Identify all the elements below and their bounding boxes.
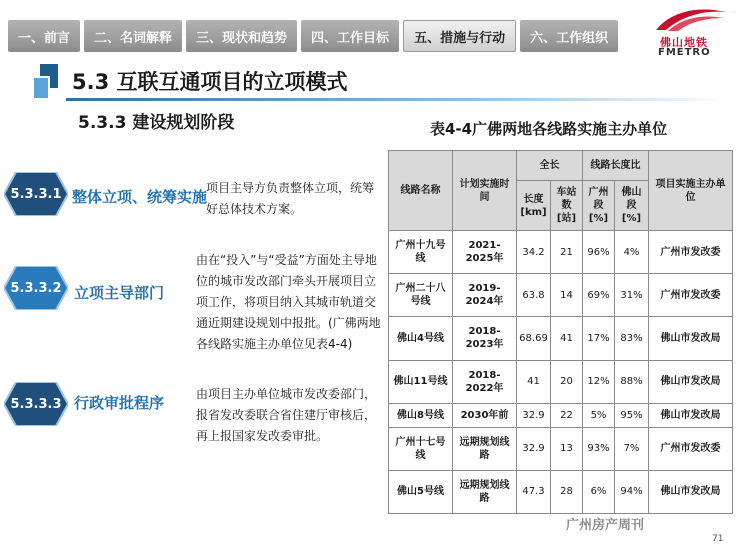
cell-guangzhou-share: 12% bbox=[583, 360, 615, 403]
cell-sponsor-unit: 佛山市发改局 bbox=[649, 317, 733, 360]
tab-goals[interactable]: 四、工作目标 bbox=[301, 20, 399, 52]
cell-period: 远期规划线路 bbox=[453, 470, 517, 513]
step-label-3: 行政审批程序 bbox=[74, 394, 165, 412]
cell-period: 2019-2024年 bbox=[453, 274, 517, 317]
table-caption: 表4-4广佛两地各线路实施主办单位 bbox=[430, 120, 668, 138]
cell-sponsor-unit: 广州市发改委 bbox=[649, 274, 733, 317]
logo-chinese-text: 佛山地铁 bbox=[660, 36, 708, 49]
table-row bbox=[389, 360, 733, 403]
cell-guangzhou-share: 96% bbox=[583, 231, 615, 274]
table-row bbox=[389, 274, 733, 317]
cell-stations: 21 bbox=[551, 231, 583, 274]
table-header-row bbox=[389, 151, 733, 181]
line-sponsor-table bbox=[388, 150, 733, 514]
logo-english-text: FMETRO bbox=[658, 47, 711, 58]
cell-stations: 22 bbox=[551, 403, 583, 427]
step-label-2: 立项主导部门 bbox=[74, 284, 165, 302]
step-badge-1 bbox=[4, 172, 68, 216]
step-number-2: 5.3.3.2 bbox=[10, 280, 62, 296]
table-row bbox=[389, 231, 733, 274]
table-row bbox=[389, 427, 733, 470]
header-foshan-share: 佛山段[%] bbox=[615, 181, 649, 231]
cell-guangzhou-share: 17% bbox=[583, 317, 615, 360]
cell-foshan-share: 31% bbox=[615, 274, 649, 317]
cell-period: 2030年前 bbox=[453, 403, 517, 427]
tab-glossary[interactable]: 二、名词解释 bbox=[84, 20, 182, 52]
cell-guangzhou-share: 93% bbox=[583, 427, 615, 470]
cell-stations: 20 bbox=[551, 360, 583, 403]
cell-foshan-share: 95% bbox=[615, 403, 649, 427]
cell-line-name: 佛山5号线 bbox=[389, 470, 453, 513]
cell-length: 63.8 bbox=[517, 274, 551, 317]
cell-foshan-share: 83% bbox=[615, 317, 649, 360]
section-title: 5.3 互联互通项目的立项模式 bbox=[72, 70, 348, 94]
cell-length: 34.2 bbox=[517, 231, 551, 274]
cell-line-name: 广州二十八号线 bbox=[389, 274, 453, 317]
cell-foshan-share: 94% bbox=[615, 470, 649, 513]
tab-organization[interactable]: 六、工作组织 bbox=[520, 20, 618, 52]
cell-foshan-share: 4% bbox=[615, 231, 649, 274]
cell-period: 2021-2025年 bbox=[453, 231, 517, 274]
cell-line-name: 佛山4号线 bbox=[389, 317, 453, 360]
cell-period: 远期规划线路 bbox=[453, 427, 517, 470]
cell-foshan-share: 7% bbox=[615, 427, 649, 470]
cell-line-name: 佛山8号线 bbox=[389, 403, 453, 427]
step-number-3: 5.3.3.3 bbox=[10, 396, 62, 412]
cell-sponsor-unit: 佛山市发改局 bbox=[649, 403, 733, 427]
cell-sponsor-unit: 广州市发改委 bbox=[649, 427, 733, 470]
tab-preface[interactable]: 一、前言 bbox=[8, 20, 80, 52]
header-line-name: 线路名称 bbox=[389, 151, 453, 231]
step-badge-2 bbox=[4, 266, 68, 310]
cell-guangzhou-share: 69% bbox=[583, 274, 615, 317]
section-divider bbox=[66, 98, 732, 101]
cell-sponsor-unit: 广州市发改委 bbox=[649, 231, 733, 274]
cell-line-name: 佛山11号线 bbox=[389, 360, 453, 403]
step-description-1: 项目主导方负责整体立项，统筹好总体技术方案。 bbox=[206, 181, 375, 216]
tab-measures-actions[interactable]: 五、措施与行动 bbox=[403, 20, 516, 52]
header-total: 全长 bbox=[517, 151, 583, 181]
table-row bbox=[389, 403, 733, 427]
tab-status-trends[interactable]: 三、现状和趋势 bbox=[186, 20, 297, 52]
cell-line-name: 广州十七号线 bbox=[389, 427, 453, 470]
page-number: 71 bbox=[712, 534, 724, 544]
header-length: 长度[km] bbox=[517, 181, 551, 231]
header-period: 计划实施时间 bbox=[453, 151, 517, 231]
step-badge-3 bbox=[4, 382, 68, 426]
cell-sponsor-unit: 佛山市发改局 bbox=[649, 360, 733, 403]
logo-swoosh-icon bbox=[652, 4, 730, 34]
step-description-3: 由项目主办单位城市发改委部门，报省发改委联合省住建厅审核后，再上报国家发改委审批。 bbox=[196, 387, 377, 443]
source-watermark: 广州房产周刊 bbox=[566, 518, 645, 533]
header-stations: 车站数[站] bbox=[551, 181, 583, 231]
step-description-2: 由在“投入”与“受益”方面处主导地位的城市发改部门牵头开展项目立项工作，将项目纳入其城市轨道交通近期建设规划中报批。(广佛两地各线路实施主办单位见表4-4) bbox=[196, 253, 381, 351]
header-ratio: 线路长度比 bbox=[583, 151, 649, 181]
step-number-1: 5.3.3.1 bbox=[10, 186, 62, 202]
cell-length: 32.9 bbox=[517, 427, 551, 470]
cell-line-name: 广州十九号线 bbox=[389, 231, 453, 274]
table-row bbox=[389, 470, 733, 513]
step-label-1: 整体立项、统筹实施 bbox=[72, 188, 208, 206]
fmetro-logo bbox=[652, 4, 730, 60]
table-row bbox=[389, 317, 733, 360]
header-guangzhou-share: 广州段[%] bbox=[583, 181, 615, 231]
cell-stations: 14 bbox=[551, 274, 583, 317]
nav-tabs bbox=[8, 20, 618, 52]
cell-length: 41 bbox=[517, 360, 551, 403]
header-sponsor-unit: 项目实施主办单位 bbox=[649, 151, 733, 231]
cell-foshan-share: 88% bbox=[615, 360, 649, 403]
cell-stations: 13 bbox=[551, 427, 583, 470]
cell-period: 2018-2022年 bbox=[453, 360, 517, 403]
cell-sponsor-unit: 佛山市发改局 bbox=[649, 470, 733, 513]
cell-length: 47.3 bbox=[517, 470, 551, 513]
top-navigation bbox=[0, 0, 740, 60]
cell-period: 2018-2023年 bbox=[453, 317, 517, 360]
cell-guangzhou-share: 5% bbox=[583, 403, 615, 427]
subsection-title: 5.3.3 建设规划阶段 bbox=[78, 113, 235, 133]
cell-length: 32.9 bbox=[517, 403, 551, 427]
section-square-icon bbox=[32, 64, 58, 100]
cell-length: 68.69 bbox=[517, 317, 551, 360]
cell-guangzhou-share: 6% bbox=[583, 470, 615, 513]
cell-stations: 28 bbox=[551, 470, 583, 513]
cell-stations: 41 bbox=[551, 317, 583, 360]
